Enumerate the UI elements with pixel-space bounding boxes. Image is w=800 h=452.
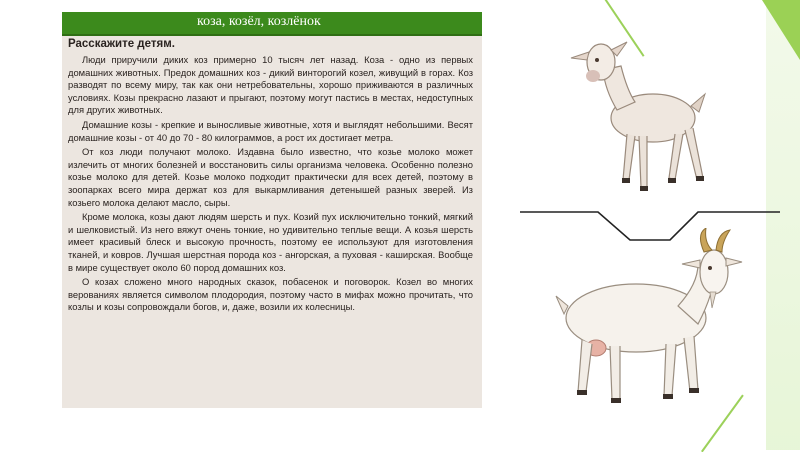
paragraph: Домашние козы - крепкие и выносливые животные, хотя и выглядят небольшими. Весят домашние козы - от 40 до 70 - 80 килограммов, а рост их достигает метра.: [68, 118, 473, 143]
slide-title-bar: [62, 12, 482, 36]
paragraph: От коз люди получают молоко. Издавна было известно, что козье молоко может излечить от многих болезней и восстановить силы организма человека. Особенно полезно козье молоко для детей. Козье молоко подходит практически для всех детей, поэтому в зоопарках всего мира держат коз для выкармливания детенышей разных зверей. Из козьего молока делают масло, сыры.: [68, 146, 473, 208]
slide-title: коза, козёл, козлёнок: [197, 14, 321, 29]
decorative-corner-triangle: [762, 0, 800, 60]
paragraph: О козах сложено много народных сказок, побасенок и поговорок. Козел во многих верованиях является символом плодородия, поэтому часто в мифах можно прочитать, что козлы и козы сопровождали богов, и, даже, возили их колесницы.: [68, 276, 473, 313]
panel-heading: Расскажите детям.: [68, 38, 175, 50]
paragraph: Кроме молока, козы дают людям шерсть и пух. Козий пух исключительно тонкий, мягкий и шелковистый. Из него вяжут очень тонкие, но удивительно теплые вещи. А козья шерсть имеет красивый блеск и высокую прочность, поэтому ее используют для изготовления тканей, и ковров. Лучшая шерстная порода коз - ангорская, а пуховая - каширская. Вообще в мире существует около 60 пород домашних коз.: [68, 211, 473, 273]
text-panel: [62, 36, 482, 408]
goat-image: [548, 228, 748, 408]
kid-goat-image: [565, 30, 725, 200]
panel-body: [68, 54, 473, 316]
paragraph: Люди приручили диких коз примерно 10 тысяч лет назад. Коза - одно из первых домашних животных. Предок домашних коз - дикий винторогий козел, живущий в горах. Коз разводят по всему миру, так как они нетребовательны, хорошо приживаются в различных условиях. Козы прекрасно лазают и прыгают, поэтому могут пастись в местах, недоступных для других животных.: [68, 54, 473, 116]
